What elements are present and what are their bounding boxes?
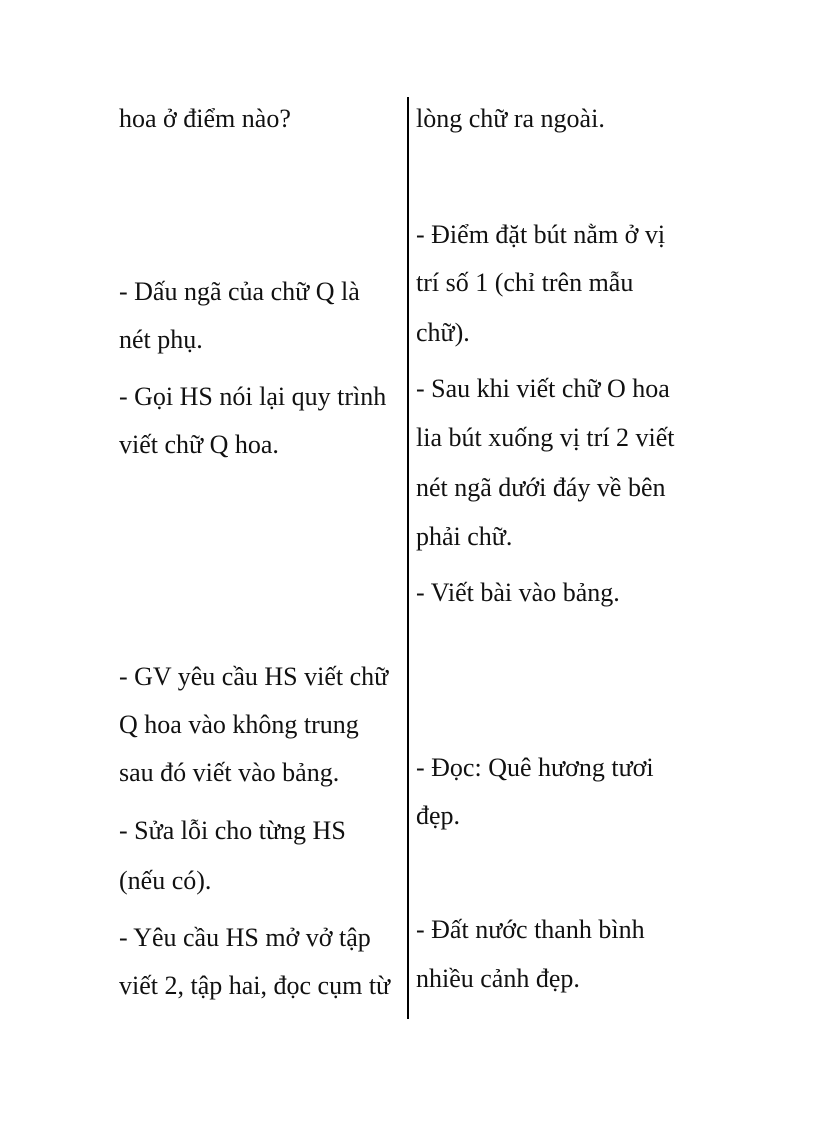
- right-line: - Điểm đặt bút nằm ở vị: [416, 220, 666, 249]
- left-line: - Yêu cầu HS mở vở tập: [119, 923, 371, 952]
- left-line: viết 2, tập hai, đọc cụm từ: [119, 971, 391, 1000]
- right-line: trí số 1 (chỉ trên mẫu: [416, 268, 634, 297]
- right-line: - Viết bài vào bảng.: [416, 578, 620, 607]
- left-line: (nếu có).: [119, 866, 212, 895]
- left-line: - Sửa lỗi cho từng HS: [119, 816, 346, 845]
- left-line: Q hoa vào không trung: [119, 710, 359, 739]
- left-line: - GV yêu cầu HS viết chữ: [119, 662, 389, 691]
- right-line: phải chữ.: [416, 522, 513, 551]
- left-line: hoa ở điểm nào?: [119, 104, 291, 133]
- column-divider: [407, 97, 409, 1019]
- left-line: - Dấu ngã của chữ Q là: [119, 277, 360, 306]
- right-line: - Sau khi viết chữ O hoa: [416, 374, 670, 403]
- right-line: nét ngã dưới đáy về bên: [416, 473, 666, 502]
- right-line: lòng chữ ra ngoài.: [416, 104, 605, 133]
- right-line: đẹp.: [416, 801, 461, 830]
- left-line: viết chữ Q hoa.: [119, 430, 279, 459]
- right-line: nhiều cảnh đẹp.: [416, 964, 580, 993]
- left-line: sau đó viết vào bảng.: [119, 758, 340, 787]
- right-line: lia bút xuống vị trí 2 viết: [416, 423, 675, 452]
- left-line: - Gọi HS nói lại quy trình: [119, 382, 387, 411]
- right-line: - Đọc: Quê hương tươi: [416, 753, 654, 782]
- right-line: - Đất nước thanh bình: [416, 915, 645, 944]
- left-line: nét phụ.: [119, 325, 203, 354]
- right-line: chữ).: [416, 318, 470, 347]
